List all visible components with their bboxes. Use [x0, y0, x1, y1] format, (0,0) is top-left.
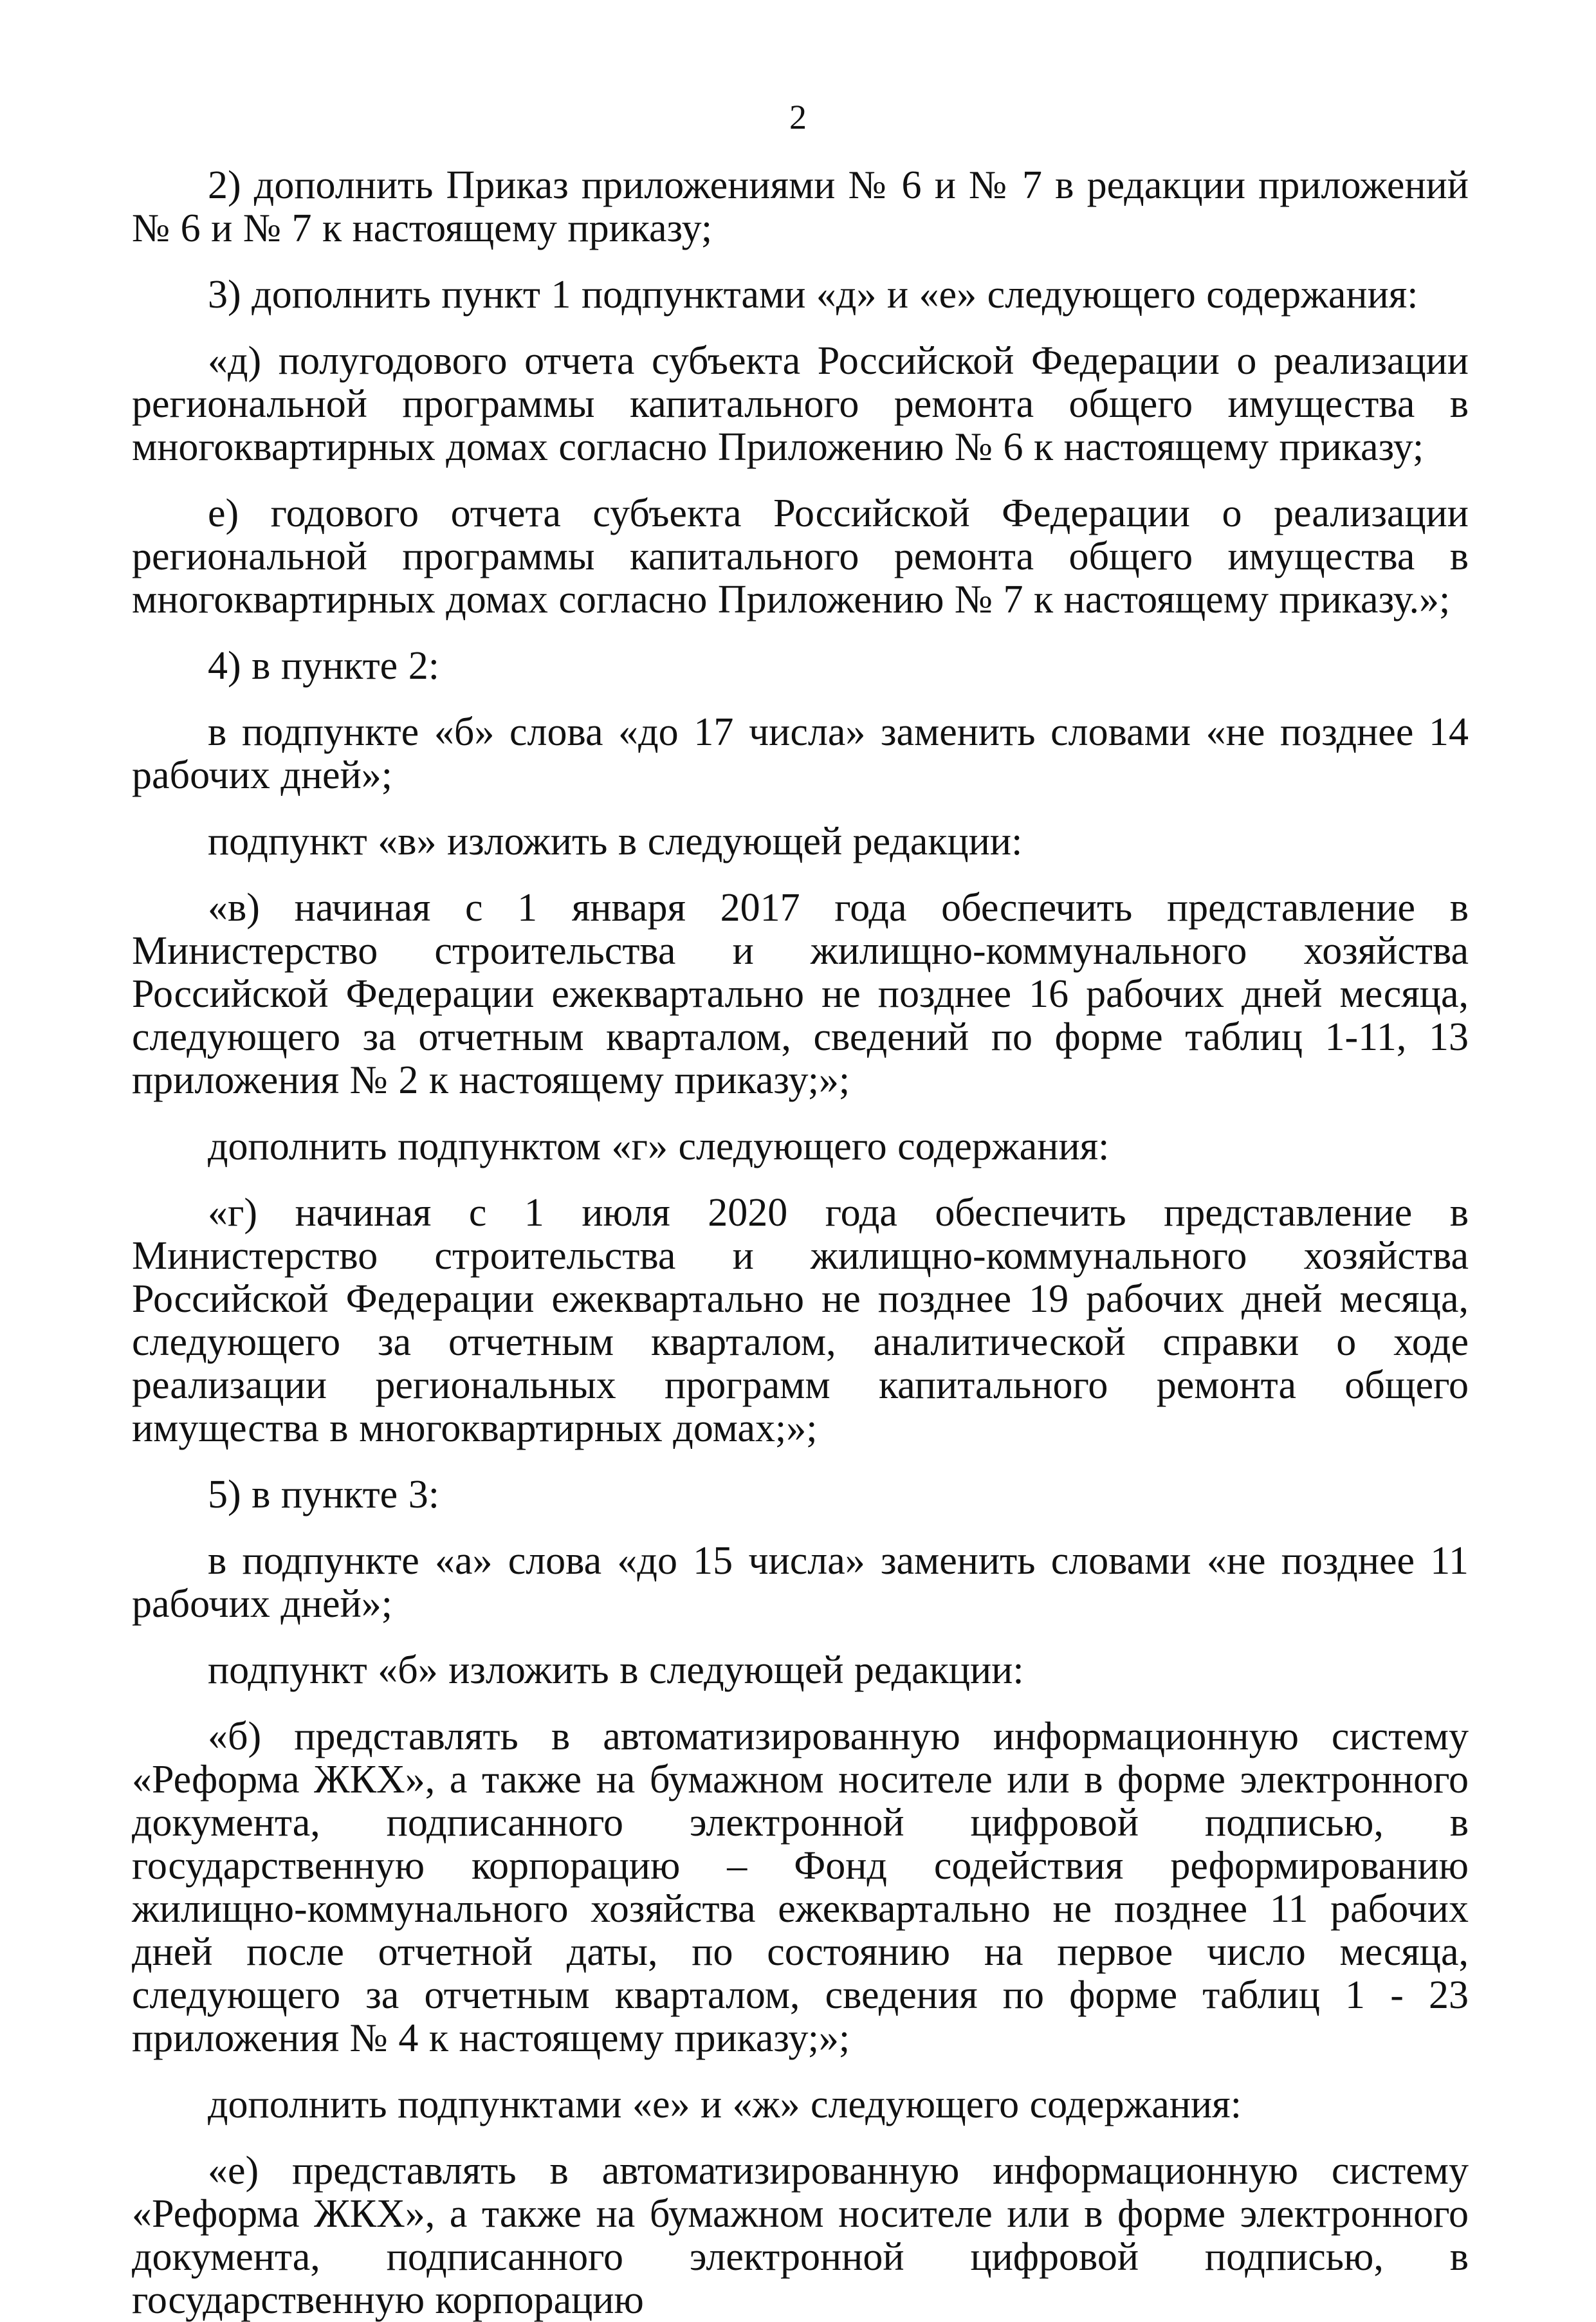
page-number: 2 [789, 98, 807, 136]
paragraph-subitem-e: е) годового отчета субъекта Российской Федерации о реализации региональной программы капитального ремонта общего имущества в многоквартирных домах согласно Приложению № 7 к настоящему приказу.»; [132, 492, 1469, 622]
paragraph-amend-5: 5) в пункте 3: [208, 1473, 439, 1516]
paragraph-item-e-text: «е) представлять в автоматизированную информационную систему «Реформа ЖКХ», а также на бумажном носителе или в форме электронного документа, подписанного электронной цифровой подписью, в государственную корпорацию [132, 2149, 1469, 2322]
paragraph-amend-4: 4) в пункте 2: [208, 644, 439, 688]
document-body [132, 164, 1469, 2322]
paragraph-item-b-header: подпункт «б» изложить в следующей редакции: [208, 1648, 1024, 1692]
paragraph-item-g-text: «г) начиная с 1 июля 2020 года обеспечить представление в Министерство строительства и жилищно-коммунального хозяйства Российской Федерации ежеквартально не позднее 19 рабочих дней месяца, следующего за отчетным кварталом, аналитической справки о ходе реализации региональных программ капитального ремонта общего имущества в многоквартирных домах;»; [132, 1191, 1469, 1450]
paragraph-item-v-text: «в) начиная с 1 января 2017 года обеспечить представление в Министерство строительства и жилищно-коммунального хозяйства Российской Федерации ежеквартально не позднее 16 рабочих дней месяца, следующего за отчетным кварталом, сведений по форме таблиц 1-11, 13 приложения № 2 к настоящему приказу;»; [132, 886, 1469, 1102]
paragraph-subitem-d: «д) полугодового отчета субъекта Российской Федерации о реализации региональной программы капитального ремонта общего имущества в многоквартирных домах согласно Приложению № 6 к настоящему приказу; [132, 339, 1469, 469]
paragraph-item-g-header: дополнить подпунктом «г» следующего содержания: [208, 1125, 1110, 1168]
paragraph-item-v-header: подпункт «в» изложить в следующей редакции: [208, 820, 1023, 863]
paragraph-amend-2: 2) дополнить Приказ приложениями № 6 и № 7 в редакции приложений № 6 и № 7 к настоящему приказу; [132, 163, 1469, 250]
paragraph-item-b-replace: в подпункте «б» слова «до 17 числа» заменить словами «не позднее 14 рабочих дней»; [132, 710, 1469, 797]
paragraph-items-e-zh-header: дополнить подпунктами «е» и «ж» следующего содержания: [208, 2083, 1242, 2126]
paragraph-amend-3: 3) дополнить пункт 1 подпунктами «д» и «е» следующего содержания: [208, 273, 1418, 317]
paragraph-item-a-replace: в подпункте «а» слова «до 15 числа» заменить словами «не позднее 11 рабочих дней»; [132, 1539, 1469, 1626]
paragraph-item-b-text: «б) представлять в автоматизированную информационную систему «Реформа ЖКХ», а также на бумажном носителе или в форме электронного документа, подписанного электронной цифровой подписью, в государственную корпорацию – Фонд содействия реформированию жилищно-коммунального хозяйства ежеквартально не позднее 11 рабочих дней после отчетной даты, по состоянию на первое число месяца, следующего за отчетным кварталом, сведения по форме таблиц 1 - 23 приложения № 4 к настоящему приказу;»; [132, 1715, 1469, 2060]
